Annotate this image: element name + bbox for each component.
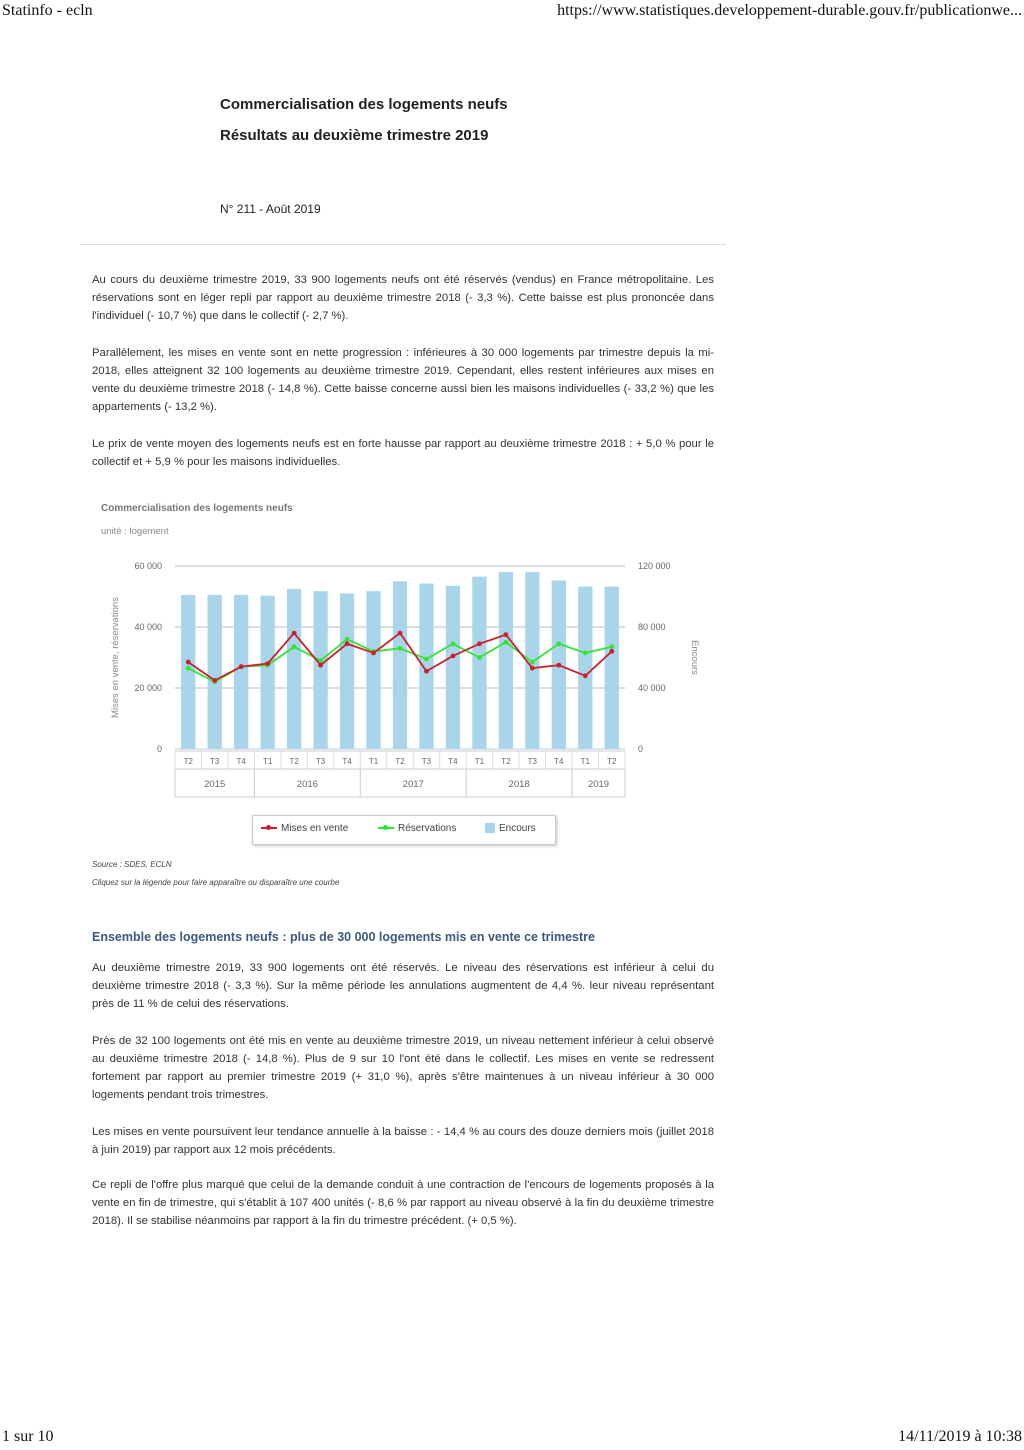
point-mises-en-vente bbox=[424, 669, 429, 674]
legend-item-reservations[interactable] bbox=[378, 823, 456, 834]
point-mises-en-vente bbox=[292, 631, 297, 636]
print-header bbox=[0, 2, 1024, 22]
bar-encours bbox=[208, 595, 222, 749]
y-tick-label: 20 000 bbox=[134, 683, 162, 693]
document-subtitle: Résultats au deuxième trimestre 2019 bbox=[220, 127, 489, 144]
point-reservations bbox=[609, 644, 614, 649]
x-tick-label: T2 bbox=[183, 757, 193, 766]
x-tick-label: T3 bbox=[210, 757, 220, 766]
y2-tick-label: 0 bbox=[638, 744, 644, 754]
year-label: 2016 bbox=[296, 779, 318, 790]
y2-axis-title: Encours bbox=[689, 640, 700, 675]
y-tick-label: 40 000 bbox=[134, 622, 162, 632]
point-reservations bbox=[583, 651, 588, 656]
intro-paragraph-1: Au cours du deuxième trimestre 2019, 33 900 logements neufs ont été réservés (vendus) en France métropolitaine. Les réservations sont en léger repli par rapport au deuxième trimestre 2018 (- 3,3 %). Cette baisse est plus prononcée dans l'individuel (- 10,7 %) que dans le collectif (- 2,7 %). bbox=[92, 274, 714, 322]
document-title-block bbox=[220, 96, 508, 144]
x-tick-label: T2 bbox=[289, 757, 299, 766]
legend-label-encours: Encours bbox=[499, 823, 536, 834]
point-mises-en-vente bbox=[212, 678, 217, 683]
year-label: 2017 bbox=[402, 779, 424, 790]
section-paragraph-4: Ce repli de l'offre plus marqué que celui de la demande conduit à une contraction de l'encours de logements proposés à la vente en fin de trimestre, qui s'établit à 107 400 unités (- 8,6 % par rapport au niveau observé à la fin du deuxième trimestre 2018). Il se stabilise néanmoins par rapport à la fin du trimestre précédent. (+ 0,5 %). bbox=[92, 1179, 714, 1227]
x-tick-label: T3 bbox=[315, 757, 326, 766]
bar-encours bbox=[446, 586, 460, 749]
x-tick-label: T4 bbox=[236, 757, 246, 766]
bar-encours bbox=[340, 593, 354, 749]
point-mises-en-vente bbox=[583, 673, 588, 678]
y-axis-title: Mises en vente, réservations bbox=[110, 597, 121, 718]
bar-encours bbox=[578, 587, 592, 749]
x-tick-label: T4 bbox=[448, 757, 458, 766]
bar-encours bbox=[313, 591, 327, 749]
y2-tick-label: 80 000 bbox=[638, 622, 666, 632]
print-datetime: 14/11/2019 à 10:38 bbox=[898, 1428, 1022, 1445]
point-mises-en-vente bbox=[398, 631, 403, 636]
point-mises-en-vente bbox=[345, 641, 350, 646]
point-reservations bbox=[451, 641, 456, 646]
chart-plot bbox=[92, 498, 712, 808]
intro-paragraph-2: Parallèlement, les mises en vente sont en nette progression : inférieures à 30 000 logements par trimestre depuis la mi-2018, elles atteignent 32 100 logements au deuxième trimestre 2019. Cependant, elles restent inférieures aux mises en vente du deuxième trimestre 2018 (- 14,8 %). Cette baisse concerne aussi bien les maisons individuelles (- 33,2 %) que les appartements (- 13,2 %). bbox=[92, 347, 714, 413]
x-tick-label: T2 bbox=[395, 757, 405, 766]
point-reservations bbox=[345, 637, 350, 642]
chart-source: Source : SDES, ECLN bbox=[92, 860, 172, 869]
legend-label-reservations: Réservations bbox=[398, 823, 457, 834]
bar-encours bbox=[499, 572, 513, 749]
point-reservations bbox=[477, 655, 482, 660]
point-mises-en-vente bbox=[503, 632, 508, 637]
bar-encours bbox=[287, 589, 301, 749]
print-page-title: Statinfo - ecln bbox=[2, 2, 93, 19]
x-tick-label: T4 bbox=[554, 757, 564, 766]
intro-paragraph-3: Le prix de vente moyen des logements neufs est en forte hausse par rapport au deuxième trimestre 2018 : + 5,0 % pour le collectif et + 5,9 % pour les maisons individuelles. bbox=[92, 438, 714, 468]
bar-encours bbox=[472, 577, 486, 749]
legend-swatch-mises-en-vente bbox=[261, 827, 277, 829]
bar-encours bbox=[261, 596, 275, 749]
section-paragraph-3: Les mises en vente poursuivent leur tendance annuelle à la baisse : - 14,4 % au cours des douze derniers mois (juillet 2018 à juin 2019) par rapport aux 12 mois précédents. bbox=[92, 1126, 714, 1156]
section-title: Ensemble des logements neufs : plus de 30 000 logements mis en vente ce trimestre bbox=[92, 930, 595, 944]
chart-note: Cliquez sur la légende pour faire apparaître ou disparaître une courbe bbox=[92, 878, 340, 887]
y-tick-label: 60 000 bbox=[134, 561, 162, 571]
point-reservations bbox=[556, 641, 561, 646]
point-mises-en-vente bbox=[451, 654, 456, 659]
point-reservations bbox=[292, 644, 297, 649]
chart-unit: unité : logement bbox=[101, 526, 169, 537]
point-mises-en-vente bbox=[371, 651, 376, 656]
print-url[interactable]: https://www.statistiques.developpement-durable.gouv.fr/publicationwe... bbox=[557, 2, 1022, 19]
bar-encours bbox=[393, 581, 407, 749]
legend-label-mises-en-vente: Mises en vente bbox=[281, 823, 349, 834]
section-paragraph-2: Près de 32 100 logements ont été mis en vente au deuxième trimestre 2019, un niveau nettement inférieur à celui observé au deuxième trimestre 2018 (- 14,8 %). Plus de 9 sur 10 l'ont été dans le collectif. Les mises en vente se redressent fortement par rapport au premier trimestre 2019 (+ 31,0 %), après s'être maintenues à un niveau inférieur à 30 000 logements pendant trois trimestres. bbox=[92, 1035, 714, 1101]
bar-encours bbox=[419, 584, 433, 749]
point-reservations bbox=[530, 660, 535, 665]
chart-title: Commercialisation des logements neufs bbox=[101, 503, 293, 514]
point-mises-en-vente bbox=[239, 664, 244, 669]
x-tick-label: T3 bbox=[421, 757, 432, 766]
point-reservations bbox=[503, 640, 508, 645]
point-reservations bbox=[424, 657, 429, 662]
print-footer bbox=[0, 1428, 1024, 1448]
divider bbox=[80, 244, 726, 245]
legend-item-mises-en-vente[interactable] bbox=[261, 823, 348, 834]
x-tick-label: T3 bbox=[527, 757, 538, 766]
chart-commercialisation bbox=[92, 498, 712, 848]
point-reservations bbox=[398, 646, 403, 651]
point-mises-en-vente bbox=[530, 666, 535, 671]
x-tick-label: T1 bbox=[262, 757, 273, 766]
point-mises-en-vente bbox=[609, 649, 614, 654]
x-tick-label: T1 bbox=[368, 757, 379, 766]
legend-item-encours[interactable] bbox=[485, 823, 536, 834]
y-tick-label: 0 bbox=[156, 744, 162, 754]
year-label: 2018 bbox=[508, 779, 530, 790]
x-tick-label: T1 bbox=[474, 757, 485, 766]
y2-tick-label: 40 000 bbox=[638, 683, 666, 693]
bar-encours bbox=[181, 595, 195, 749]
x-tick-label: T1 bbox=[580, 757, 590, 766]
point-mises-en-vente bbox=[186, 660, 191, 665]
bar-encours bbox=[234, 595, 248, 749]
year-label: 2015 bbox=[204, 779, 226, 790]
y2-tick-label: 120 000 bbox=[638, 561, 671, 571]
point-mises-en-vente bbox=[556, 663, 561, 668]
x-tick-label: T2 bbox=[607, 757, 617, 766]
print-page-number: 1 sur 10 bbox=[2, 1428, 54, 1445]
point-mises-en-vente bbox=[318, 663, 323, 668]
document-title: Commercialisation des logements neufs bbox=[220, 96, 508, 113]
legend-swatch-reservations bbox=[378, 827, 394, 829]
bar-encours bbox=[366, 591, 380, 749]
year-label: 2019 bbox=[587, 779, 610, 790]
issue-number: N° 211 - Août 2019 bbox=[220, 202, 321, 216]
section-paragraph-1: Au deuxième trimestre 2019, 33 900 logements ont été réservés. Le niveau des réservations est inférieur à celui du deuxième trimestre 2018 (- 3,3 %). Sur la même période les annulations augmentent de 4,4 %. leur niveau représentant près de 11 % de celui des réservations. bbox=[92, 962, 714, 1010]
chart-legend bbox=[252, 815, 556, 845]
x-tick-label: T4 bbox=[342, 757, 352, 766]
legend-swatch-encours bbox=[485, 823, 495, 833]
point-mises-en-vente bbox=[265, 661, 270, 666]
point-reservations bbox=[186, 666, 191, 671]
bar-encours bbox=[605, 587, 619, 749]
point-mises-en-vente bbox=[477, 641, 482, 646]
x-tick-label: T2 bbox=[501, 757, 511, 766]
